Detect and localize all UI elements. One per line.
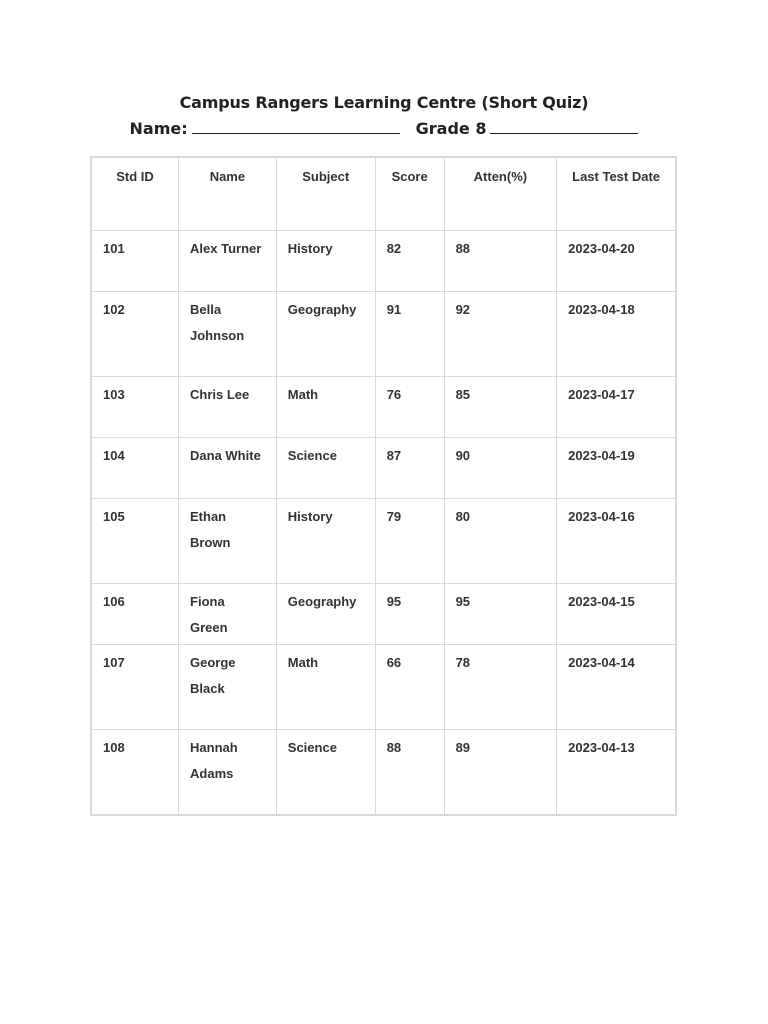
cell-last-test-date: 2023-04-19: [557, 438, 676, 499]
cell-subject: Math: [276, 645, 375, 730]
column-header-subject: Subject: [276, 157, 375, 231]
student-results-table: [90, 156, 677, 816]
cell-std-id: 103: [91, 377, 179, 438]
cell-name: Fiona Green: [179, 584, 277, 645]
cell-subject: Math: [276, 377, 375, 438]
table-row: [91, 645, 676, 730]
table-row: [91, 730, 676, 816]
cell-std-id: 106: [91, 584, 179, 645]
cell-name: Hannah Adams: [179, 730, 277, 816]
column-header-last-test-date: Last Test Date: [557, 157, 676, 231]
cell-last-test-date: 2023-04-20: [557, 231, 676, 292]
cell-attendance: 89: [444, 730, 557, 816]
cell-std-id: 102: [91, 292, 179, 377]
table-header-row: [91, 157, 676, 231]
cell-score: 66: [375, 645, 444, 730]
cell-attendance: 85: [444, 377, 557, 438]
cell-last-test-date: 2023-04-16: [557, 499, 676, 584]
cell-std-id: 107: [91, 645, 179, 730]
cell-name: Bella Johnson: [179, 292, 277, 377]
table-row: [91, 377, 676, 438]
cell-std-id: 108: [91, 730, 179, 816]
cell-attendance: 90: [444, 438, 557, 499]
cell-score: 79: [375, 499, 444, 584]
cell-attendance: 95: [444, 584, 557, 645]
cell-subject: History: [276, 231, 375, 292]
cell-score: 76: [375, 377, 444, 438]
cell-std-id: 104: [91, 438, 179, 499]
cell-score: 91: [375, 292, 444, 377]
cell-name: Dana White: [179, 438, 277, 499]
cell-score: 87: [375, 438, 444, 499]
cell-subject: Geography: [276, 292, 375, 377]
cell-score: 88: [375, 730, 444, 816]
column-header-attendance: Atten(%): [444, 157, 557, 231]
column-header-name: Name: [179, 157, 277, 231]
cell-last-test-date: 2023-04-17: [557, 377, 676, 438]
cell-std-id: 105: [91, 499, 179, 584]
table-row: [91, 499, 676, 584]
cell-subject: Science: [276, 438, 375, 499]
cell-score: 95: [375, 584, 444, 645]
cell-name: George Black: [179, 645, 277, 730]
cell-last-test-date: 2023-04-14: [557, 645, 676, 730]
cell-name: Alex Turner: [179, 231, 277, 292]
cell-attendance: 80: [444, 499, 557, 584]
cell-score: 82: [375, 231, 444, 292]
student-info-line: [0, 119, 768, 138]
cell-std-id: 101: [91, 231, 179, 292]
cell-last-test-date: 2023-04-18: [557, 292, 676, 377]
cell-name: Chris Lee: [179, 377, 277, 438]
cell-subject: History: [276, 499, 375, 584]
table-row: [91, 438, 676, 499]
table-row: [91, 584, 676, 645]
table-row: [91, 231, 676, 292]
cell-last-test-date: 2023-04-15: [557, 584, 676, 645]
grade-label: Grade 8: [415, 119, 487, 138]
name-label: Name:: [129, 119, 188, 138]
cell-attendance: 88: [444, 231, 557, 292]
cell-attendance: 92: [444, 292, 557, 377]
cell-subject: Geography: [276, 584, 375, 645]
grade-blank-line[interactable]: [490, 119, 638, 134]
column-header-std-id: Std ID: [91, 157, 179, 231]
table-row: [91, 292, 676, 377]
column-header-score: Score: [375, 157, 444, 231]
document-title: Campus Rangers Learning Centre (Short Quiz): [179, 93, 589, 112]
cell-name: Ethan Brown: [179, 499, 277, 584]
cell-subject: Science: [276, 730, 375, 816]
cell-last-test-date: 2023-04-13: [557, 730, 676, 816]
cell-attendance: 78: [444, 645, 557, 730]
name-blank-line[interactable]: [192, 119, 400, 134]
